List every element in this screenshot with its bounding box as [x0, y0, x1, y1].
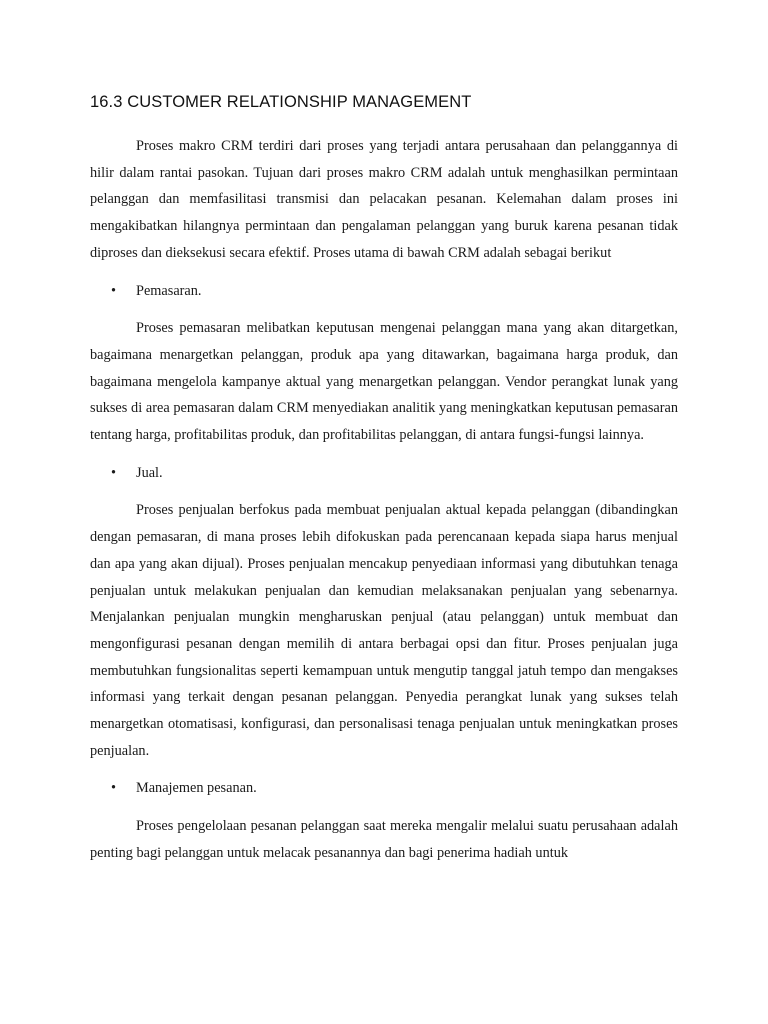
- section-heading: 16.3 CUSTOMER RELATIONSHIP MANAGEMENT: [90, 93, 472, 111]
- jual-paragraph: Proses penjualan berfokus pada membuat penjualan aktual kepada pelanggan (dibandingkan dengan pemasaran, di mana proses lebih difokuskan pada perencanaan kepada siapa harus menjual dan apa yang akan dijual). Proses penjualan mencakup penyediaan informasi yang dibutuhkan tenaga penjualan untuk melakukan penjualan dan kemudian melaksanakan penjualan yang sebenarnya. Menjalankan penjualan mungkin mengharuskan penjual (atau pelanggan) untuk membuat dan mengonfigurasi pesanan dengan memilih di antara berbagai opsi dan fitur. Proses penjualan juga membutuhkan fungsionalitas seperti kemampuan untuk mengutip tanggal jatuh tempo dan mengakses informasi yang terkait dengan pesanan pelanggan. Penyedia perangkat lunak yang sukses telah menargetkan otomatisasi, konfigurasi, dan personalisasi tenaga penjualan untuk meningkatkan proses penjualan.: [90, 502, 678, 759]
- bullet-pemasaran: [90, 278, 678, 305]
- manajemen-pesanan-paragraph: Proses pengelolaan pesanan pelanggan saat mereka mengalir melalui suatu perusahaan adalah penting bagi pelanggan untuk melacak pesanannya dan bagi penerima hadiah untuk: [90, 818, 678, 861]
- bullet-label: Manajemen pesanan.: [136, 780, 257, 797]
- bullet-manajemen-pesanan: [90, 775, 678, 802]
- bullet-jual: [90, 460, 678, 487]
- intro-paragraph: Proses makro CRM terdiri dari proses yang terjadi antara perusahaan dan pelanggannya di hilir dalam rantai pasokan. Tujuan dari proses makro CRM adalah untuk menghasilkan permintaan pelanggan dan memfasilitasi transmisi dan pelacakan pesanan. Kelemahan dalam proses ini mengakibatkan hilangnya permintaan dan pengalaman pelanggan yang buruk karena pesanan tidak diproses dan dieksekusi secara efektif. Proses utama di bawah CRM adalah sebagai berikut: [90, 138, 678, 261]
- bullet-icon: •: [111, 464, 117, 481]
- bullet-label: Pemasaran.: [136, 282, 202, 299]
- bullet-icon: •: [111, 282, 117, 299]
- bullet-label: Jual.: [136, 464, 163, 481]
- bullet-icon: •: [111, 780, 117, 797]
- pemasaran-paragraph: Proses pemasaran melibatkan keputusan mengenai pelanggan mana yang akan ditargetkan, bagaimana menargetkan pelanggan, produk apa yang ditawarkan, bagaimana harga produk, dan bagaimana mengelola kampanye aktual yang menargetkan pelanggan. Vendor perangkat lunak yang sukses di area pemasaran dalam CRM menyediakan analitik yang meningkatkan keputusan pemasaran tentang harga, profitabilitas produk, dan profitabilitas pelanggan, di antara fungsi-fungsi lainnya.: [90, 320, 678, 444]
